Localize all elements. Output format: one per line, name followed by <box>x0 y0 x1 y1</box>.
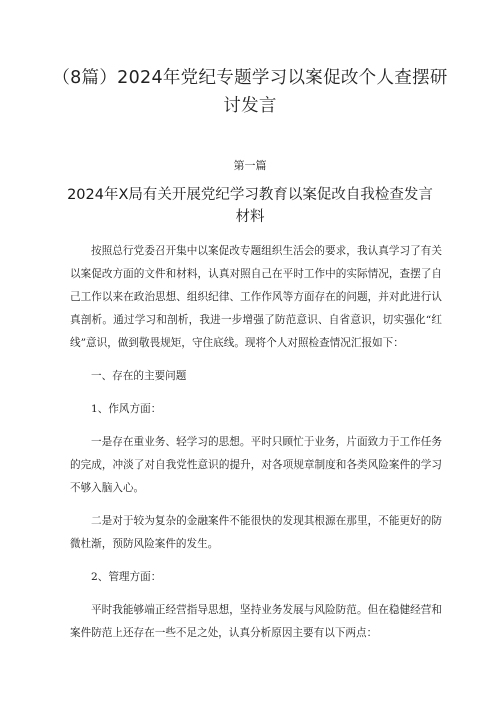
heading-work-style: 1、作风方面： <box>91 403 162 415</box>
point-paragraph-3: 平时我能够端正经营指导思想，坚持业务发展与风险防范。但在稳健经营和案件防范上还存在一些不足之处，认真分析原因主要有以下两点： <box>70 604 442 639</box>
heading-management: 2、管理方面： <box>91 571 162 583</box>
section-subtitle-line-1: 2024年X局有关开展党纪学习教育以案促改自我检查发言 <box>67 187 433 203</box>
document-title-line-1: （8篇）2024年党纪专题学习以案促改个人查摆研 <box>52 68 448 88</box>
point-paragraph-1: 一是存在重业务、轻学习的思想。平时只顾忙于业务，片面致力于工作任务的完成，冲淡了对自我党性意识的提升，对各项规章制度和各类风险案件的学习不够入脑入心。 <box>70 436 442 494</box>
section-label: 第一篇 <box>233 159 267 172</box>
intro-paragraph: 按照总行党委召开集中以案促改专题组织生活会的要求，我认真学习了有关以案促改方面的文件和材料，认真对照自己在平时工作中的实际情况，查摆了自己工作以来在政治思想、组织纪律、工作作风等方面存在的问题，并对此进行认真剖析。通过学习和剖析，我进一步增强了防范意识、自省意识，切实强化“红线”意识，做到敬畏规矩，守住底线。现将个人对照检查情况汇报如下： <box>70 245 442 349</box>
section-subtitle <box>40 184 460 228</box>
point-paragraph-2: 二是对于较为复杂的金融案件不能很快的发现其根源在那里，不能更好的防微杜渐，预防风险案件的发生。 <box>70 515 442 550</box>
document-body <box>70 240 442 645</box>
document-title-line-2: 讨发言 <box>223 96 277 116</box>
section-subtitle-line-2: 材料 <box>235 209 265 225</box>
document-title <box>40 64 460 120</box>
heading-main-problems: 一、存在的主要问题 <box>91 370 187 382</box>
